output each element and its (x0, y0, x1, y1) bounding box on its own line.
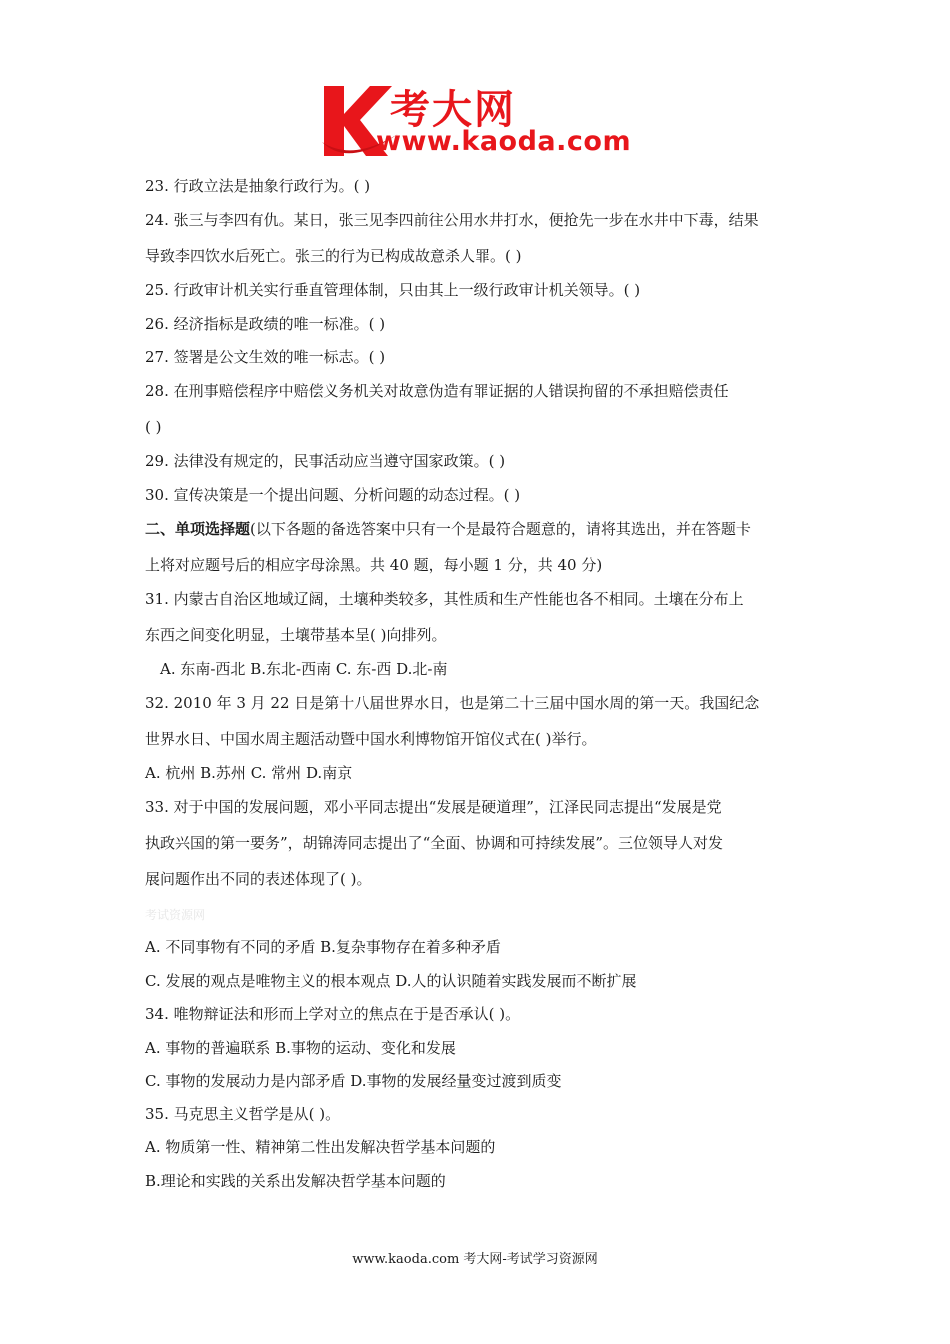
question-34-options-ab: A. 事物的普遍联系 B.事物的运动、变化和发展 (145, 1039, 456, 1057)
question-32-line1: 32. 2010 年 3 月 22 日是第十八届世界水日，也是第二十三届中国水周的第一天。我国纪念 (145, 694, 760, 712)
question-27: 27. 签署是公文生效的唯一标志。( ) (145, 348, 386, 366)
page-footer: www.kaoda.com 考大网-考试学习资源网 (352, 1252, 598, 1267)
question-31-line1: 31. 内蒙古自治区地域辽阔，土壤种类较多，其性质和生产性能也各不相同。土壤在分布上 (145, 590, 744, 608)
question-28-line1: 28. 在刑事赔偿程序中赔偿义务机关对故意伪造有罪证据的人错误拘留的不承担赔偿责任 (145, 382, 729, 400)
watermark-text: 考试资源网 (145, 908, 206, 922)
logo-url-text: www.kaoda.com (376, 126, 632, 157)
question-32-line2: 世界水日、中国水周主题活动暨中国水利博物馆开馆仪式在( )举行。 (145, 730, 597, 748)
question-24-line1: 24. 张三与李四有仇。某日，张三见李四前往公用水井打水，便抢先一步在水井中下毒，结果 (145, 211, 759, 229)
section-2-title: 二、单项选择题 (145, 520, 251, 538)
question-30: 30. 宣传决策是一个提出问题、分析问题的动态过程。( ) (145, 486, 521, 504)
question-33-options-ab: A. 不同事物有不同的矛盾 B.复杂事物存在着多种矛盾 (145, 938, 501, 956)
question-35-option-b: B.理论和实践的关系出发解决哲学基本问题的 (145, 1172, 446, 1190)
section-2-desc: (以下各题的备选答案中只有一个是最符合题意的，请将其选出，并在答题卡 (250, 520, 751, 538)
question-33-line3: 展问题作出不同的表述体现了( )。 (145, 870, 372, 888)
question-35-option-a: A. 物质第一性、精神第二性出发解决哲学基本问题的 (145, 1138, 496, 1156)
site-logo (318, 82, 638, 160)
section-2-desc-line2: 上将对应题号后的相应字母涂黑。共 40 题，每小题 1 分，共 40 分) (145, 556, 603, 574)
question-29: 29. 法律没有规定的，民事活动应当遵守国家政策。( ) (145, 452, 506, 470)
question-23: 23. 行政立法是抽象行政行为。( ) (145, 177, 371, 195)
question-32-options: A. 杭州 B.苏州 C. 常州 D.南京 (145, 764, 353, 782)
logo-chinese-text: 考大网 (390, 87, 516, 133)
question-24-line2: 导致李四饮水后死亡。张三的行为已构成故意杀人罪。( ) (145, 247, 522, 265)
question-33-line2: 执政兴国的第一要务”，胡锦涛同志提出了“全面、协调和可持续发展”。三位领导人对发 (145, 834, 724, 852)
question-34-options-cd: C. 事物的发展动力是内部矛盾 D.事物的发展经量变过渡到质变 (145, 1072, 562, 1090)
question-25: 25. 行政审计机关实行垂直管理体制，只由其上一级行政审计机关领导。( ) (145, 281, 641, 299)
question-26: 26. 经济指标是政绩的唯一标准。( ) (145, 315, 386, 333)
question-33-line1: 33. 对于中国的发展问题，邓小平同志提出“发展是硬道理”，江泽民同志提出“发展是党 (145, 798, 722, 816)
question-33-options-cd: C. 发展的观点是唯物主义的根本观点 D.人的认识随着实践发展而不断扩展 (145, 972, 637, 990)
question-31-options: A. 东南-西北 B.东北-西南 C. 东-西 D.北-南 (160, 660, 448, 678)
question-28-line2: ( ) (145, 418, 162, 436)
question-35: 35. 马克思主义哲学是从( )。 (145, 1105, 341, 1123)
question-34: 34. 唯物辩证法和形而上学对立的焦点在于是否承认( )。 (145, 1005, 521, 1023)
section-2-heading (145, 519, 751, 539)
question-31-line2: 东西之间变化明显，土壤带基本呈( )向排列。 (145, 626, 447, 644)
